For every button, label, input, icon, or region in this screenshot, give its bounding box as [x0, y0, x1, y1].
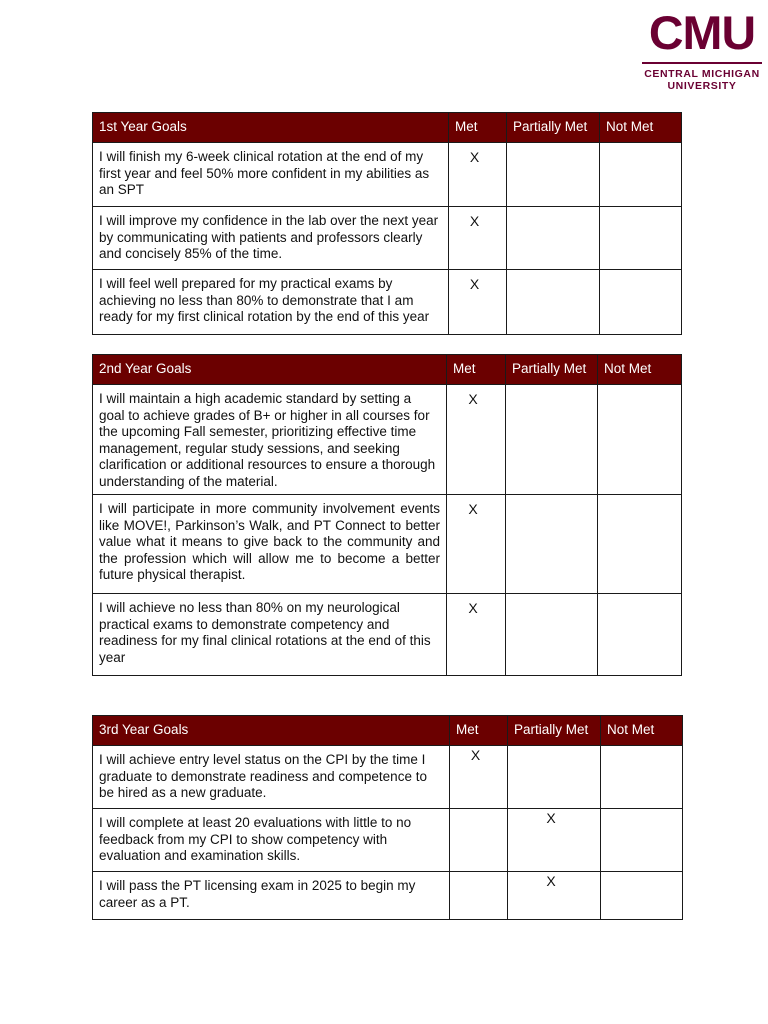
goal-text: I will achieve entry level status on the CPI by the time I graduate to demonstrate readiness and competence to be hired as a new graduate. — [93, 746, 450, 809]
goal-text: I will improve my confidence in the lab over the next year by communicating with patients and professors clearly and concisely 85% of the time. — [93, 207, 449, 270]
table-row — [93, 143, 682, 207]
partially-met-mark: X — [508, 809, 601, 872]
goal-text: I will achieve no less than 80% on my neurological practical exams to demonstrate competency and readiness for my final clinical rotations at the end of this year — [93, 594, 447, 676]
cmu-logo — [640, 6, 764, 92]
goal-text: I will complete at least 20 evaluations with little to no feedback from my CPI to show competency with evaluation and examination skills. — [93, 809, 450, 872]
met-mark: X — [449, 207, 507, 270]
table-row — [93, 872, 683, 920]
not-met-mark — [600, 143, 682, 207]
second-year-goals-table — [92, 354, 682, 676]
partially-met-mark: X — [508, 872, 601, 920]
table-row — [93, 385, 682, 495]
not-met-mark — [601, 809, 683, 872]
met-mark: X — [447, 385, 506, 495]
first-year-goals-table — [92, 112, 682, 335]
partially-met-mark — [506, 495, 598, 594]
met-mark: X — [447, 495, 506, 594]
met-column-header: Met — [447, 355, 506, 385]
not-met-mark — [598, 495, 682, 594]
goals-heading: 2nd Year Goals — [93, 355, 447, 385]
met-mark: X — [449, 270, 507, 335]
partially-met-mark — [507, 143, 600, 207]
not-met-mark — [598, 385, 682, 495]
third-year-goals-table — [92, 715, 683, 920]
met-column-header: Met — [450, 716, 508, 746]
met-mark: X — [447, 594, 506, 676]
logo-line-1: CENTRAL MICHIGAN — [644, 68, 760, 80]
partially-met-mark — [507, 207, 600, 270]
table-row — [93, 207, 682, 270]
goals-heading: 3rd Year Goals — [93, 716, 450, 746]
partially-met-column-header: Partially Met — [506, 355, 598, 385]
table-row — [93, 746, 683, 809]
not-met-mark — [598, 594, 682, 676]
goals-heading: 1st Year Goals — [93, 113, 449, 143]
table-header-row — [93, 355, 682, 385]
partially-met-column-header: Partially Met — [508, 716, 601, 746]
met-mark: X — [449, 143, 507, 207]
table-row — [93, 495, 682, 594]
partially-met-mark — [508, 746, 601, 809]
met-mark: X — [450, 746, 508, 809]
partially-met-mark — [506, 594, 598, 676]
partially-met-mark — [507, 270, 600, 335]
table-header-row — [93, 113, 682, 143]
table-header-row — [93, 716, 683, 746]
goal-text: I will participate in more community involvement events like MOVE!, Parkinson’s Walk, and PT Connect to better value what it means to give back to the community and the profession which will allow me to become a better future physical therapist. — [93, 495, 447, 594]
not-met-mark — [601, 872, 683, 920]
goal-text: I will pass the PT licensing exam in 2025 to begin my career as a PT. — [93, 872, 450, 920]
partially-met-column-header: Partially Met — [507, 113, 600, 143]
goal-text: I will finish my 6-week clinical rotation at the end of my first year and feel 50% more confident in my abilities as an SPT — [93, 143, 449, 207]
met-mark — [450, 809, 508, 872]
not-met-column-header: Not Met — [598, 355, 682, 385]
not-met-column-header: Not Met — [601, 716, 683, 746]
table-row — [93, 809, 683, 872]
goal-text: I will maintain a high academic standard by setting a goal to achieve grades of B+ or higher in all courses for the upcoming Fall semester, prioritizing effective time management, regular study sessions, and seeking clarification or additional resources to ensure a thorough understanding of the material. — [93, 385, 447, 495]
met-mark — [450, 872, 508, 920]
not-met-mark — [601, 746, 683, 809]
table-row — [93, 270, 682, 335]
logo-divider — [642, 62, 762, 64]
not-met-mark — [600, 270, 682, 335]
not-met-column-header: Not Met — [600, 113, 682, 143]
logo-line-2: UNIVERSITY — [667, 80, 737, 92]
logo-mark: CMU — [648, 6, 756, 59]
met-column-header: Met — [449, 113, 507, 143]
table-row — [93, 594, 682, 676]
goal-text: I will feel well prepared for my practical exams by achieving no less than 80% to demonstrate that I am ready for my first clinical rotation by the end of this year — [93, 270, 449, 335]
partially-met-mark — [506, 385, 598, 495]
not-met-mark — [600, 207, 682, 270]
